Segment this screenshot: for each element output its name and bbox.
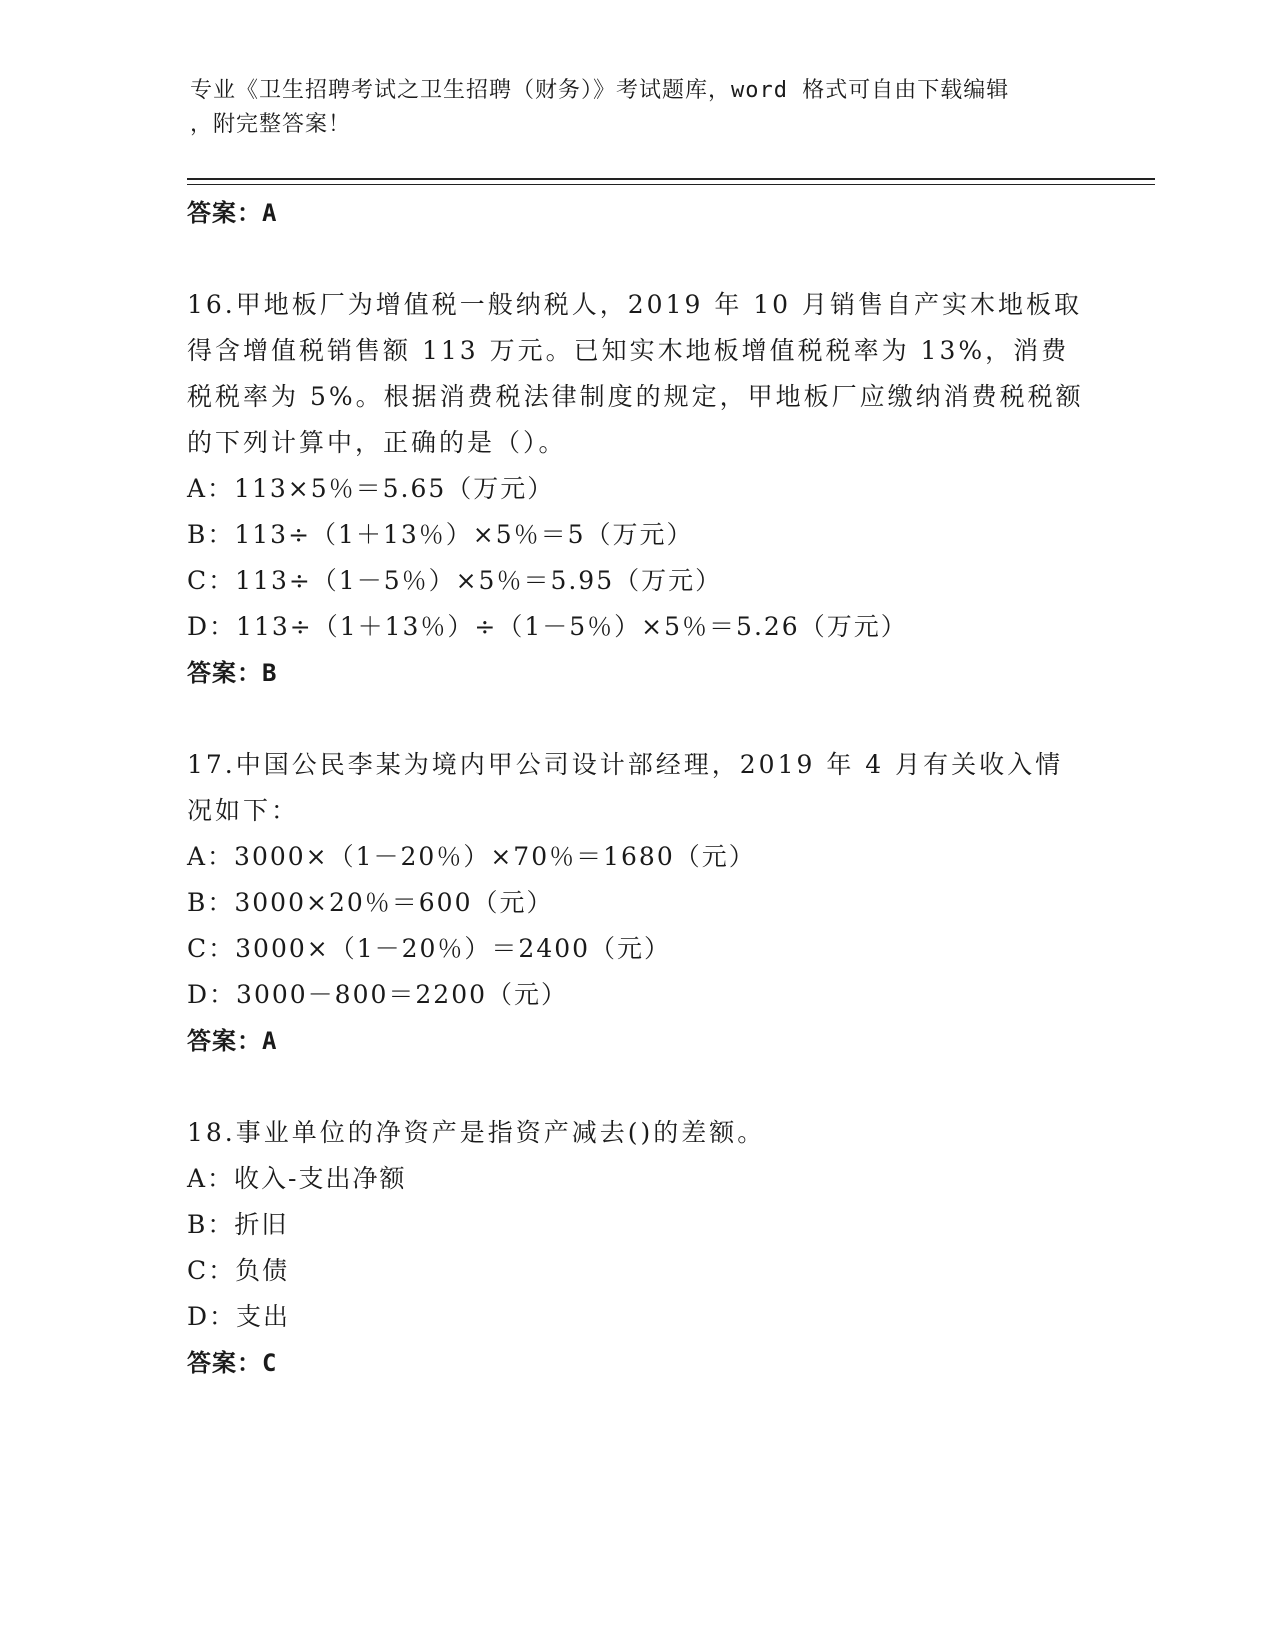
option-d: D：支出 bbox=[187, 1302, 291, 1331]
answer-line: 答案：B bbox=[187, 659, 278, 687]
question-16 bbox=[187, 282, 1087, 696]
option-c: C：3000×（1－20％）＝2400（元） bbox=[187, 934, 672, 963]
header-rule-thick bbox=[187, 178, 1155, 180]
question-text: 16.甲地板厂为增值税一般纳税人，2019 年 10 月销售自产实木地板取得含增值税销售额 113 万元。已知实木地板增值税税率为 13%，消费税税率为 5%。根据消费税法律制度的规定，甲地板厂应缴纳消费税税额的下列计算中，正确的是（）。 bbox=[187, 290, 1084, 457]
answer-line: 答案：A bbox=[187, 199, 278, 227]
option-b: B：折旧 bbox=[187, 1210, 289, 1239]
document-header bbox=[190, 74, 1090, 142]
option-a: A：收入-支出净额 bbox=[187, 1164, 407, 1193]
option-d: D：113÷（1＋13％）÷（1－5％）×5％＝5.26（万元） bbox=[187, 612, 908, 641]
option-a: A：3000×（1－20％）×70％＝1680（元） bbox=[187, 842, 756, 871]
option-b: B：113÷（1＋13％）×5％＝5（万元） bbox=[187, 520, 694, 549]
option-a: A：113×5％＝5.65（万元） bbox=[187, 474, 555, 503]
header-line-2: ，附完整答案！ bbox=[190, 112, 352, 137]
document-body bbox=[187, 190, 1087, 1386]
option-c: C：负债 bbox=[187, 1256, 290, 1285]
option-d: D：3000－800＝2200（元） bbox=[187, 980, 569, 1009]
header-rule-thin bbox=[187, 184, 1155, 185]
question-text: 17.中国公民李某为境内甲公司设计部经理，2019 年 4 月有关收入情况如下： bbox=[187, 750, 1064, 825]
option-b: B：3000×20％＝600（元） bbox=[187, 888, 554, 917]
question-text: 18.事业单位的净资产是指资产减去()的差额。 bbox=[187, 1118, 766, 1147]
answer-line: 答案：C bbox=[187, 1349, 278, 1377]
header-line-1: 专业《卫生招聘考试之卫生招聘（财务）》考试题库，word 格式可自由下载编辑 bbox=[190, 78, 1010, 103]
answer-line: 答案：A bbox=[187, 1027, 278, 1055]
option-c: C：113÷（1－5％）×5％＝5.95（万元） bbox=[187, 566, 723, 595]
question-18 bbox=[187, 1110, 1087, 1386]
question-17 bbox=[187, 742, 1087, 1064]
